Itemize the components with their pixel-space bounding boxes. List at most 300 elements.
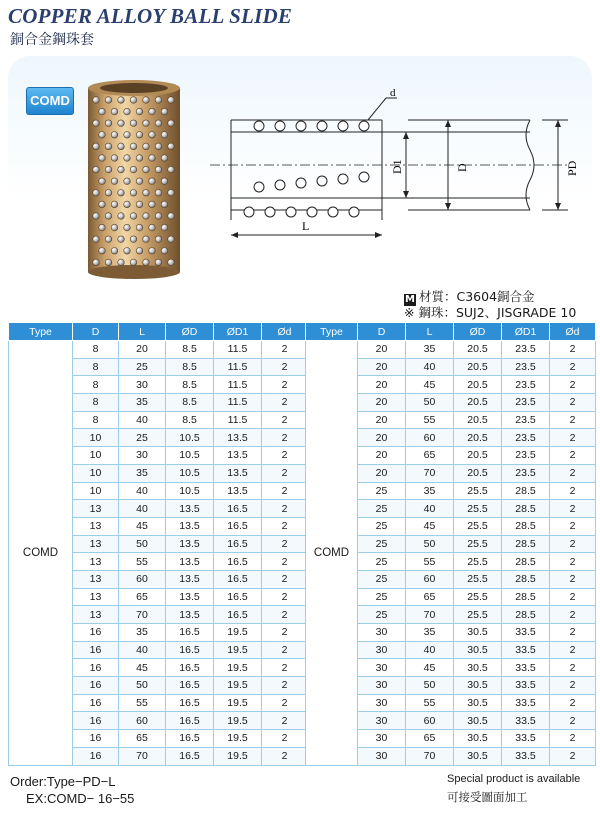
table-cell: 20 (358, 358, 406, 376)
steel-ball (118, 120, 125, 127)
table-cell: 60 (406, 712, 454, 730)
table-cell: 23.5 (502, 394, 550, 412)
steel-ball (105, 190, 112, 197)
table-cell: 33.5 (502, 641, 550, 659)
table-cell: 16 (73, 624, 119, 642)
table-cell: 28.5 (502, 553, 550, 571)
steel-ball (93, 190, 100, 197)
table-cell: 60 (119, 570, 166, 588)
table-cell: 2 (550, 376, 596, 394)
table-cell: 2 (550, 624, 596, 642)
steel-ball (136, 155, 143, 162)
product-image (84, 78, 184, 280)
steel-ball (168, 97, 175, 104)
table-cell: 30 (358, 659, 406, 677)
table-cell: 2 (550, 394, 596, 412)
table-cell: 2 (262, 694, 308, 712)
table-cell: 16 (73, 712, 119, 730)
table-cell: 11.5 (214, 394, 262, 412)
table-cell: 35 (406, 482, 454, 500)
steel-ball (124, 248, 131, 255)
table-cell: 35 (119, 624, 166, 642)
table-cell: 28.5 (502, 500, 550, 518)
table-cell: 60 (406, 429, 454, 447)
table-cell: 25 (358, 588, 406, 606)
ball-row (244, 121, 369, 217)
table-cell: 25.5 (454, 606, 502, 624)
special-note-en: Special product is available (447, 773, 581, 785)
table-cell: 2 (550, 447, 596, 465)
table-cell: 8.5 (166, 376, 214, 394)
table-cell: 2 (262, 747, 308, 765)
table-cell: 30 (358, 730, 406, 748)
column-header: Ød (550, 323, 596, 341)
table-cell: 20 (358, 341, 406, 359)
steel-ball (155, 190, 162, 197)
table-cell: 2 (550, 411, 596, 429)
table-cell: 2 (550, 677, 596, 695)
steel-ball (168, 120, 175, 127)
table-cell: 8 (73, 341, 119, 359)
steel-ball (93, 143, 100, 150)
table-cell: 28.5 (502, 482, 550, 500)
table-cell: 33.5 (502, 659, 550, 677)
table-cell: 11.5 (214, 411, 262, 429)
table-cell: 8.5 (166, 411, 214, 429)
steel-ball (149, 224, 156, 231)
table-cell: 20 (358, 447, 406, 465)
table-cell: 19.5 (214, 694, 262, 712)
table-cell: 23.5 (502, 376, 550, 394)
table-cell: 2 (262, 411, 308, 429)
table-cell: 45 (119, 517, 166, 535)
steel-ball (130, 259, 137, 266)
steel-ball (136, 108, 143, 115)
table-cell: 19.5 (214, 712, 262, 730)
table-cell: 16.5 (214, 500, 262, 518)
steel-ball (155, 236, 162, 243)
steel-ball (168, 143, 175, 150)
table-cell: 30 (358, 641, 406, 659)
table-cell: 13.5 (166, 553, 214, 571)
steel-ball (105, 213, 112, 220)
table-cell: 19.5 (214, 730, 262, 748)
table-cell: 10 (73, 447, 119, 465)
table-cell: 30 (358, 677, 406, 695)
steel-ball (111, 132, 118, 139)
table-cell: 2 (262, 376, 308, 394)
table-cell: 2 (262, 482, 308, 500)
label-pd: PD (565, 160, 579, 176)
steel-ball (130, 236, 137, 243)
label-l: L (302, 219, 310, 233)
table-cell: 23.5 (502, 341, 550, 359)
steel-ball (149, 132, 156, 139)
table-cell: 16.5 (214, 588, 262, 606)
table-header-row (9, 323, 308, 341)
label-big-d: D (455, 163, 469, 172)
table-cell: 13.5 (166, 500, 214, 518)
table-cell: 16 (73, 677, 119, 695)
table-cell: 28.5 (502, 588, 550, 606)
table-cell: 2 (262, 606, 308, 624)
table-cell: 16 (73, 659, 119, 677)
table-cell: 2 (550, 606, 596, 624)
table-cell: 16.5 (166, 659, 214, 677)
table-cell: 13 (73, 553, 119, 571)
table-cell: 19.5 (214, 659, 262, 677)
table-cell: 13.5 (214, 482, 262, 500)
table-cell: 65 (119, 730, 166, 748)
steel-ball (111, 248, 118, 255)
table-header-row (306, 323, 596, 341)
steel-ball (149, 178, 156, 185)
table-cell: 30 (358, 747, 406, 765)
table-cell: 8 (73, 394, 119, 412)
steel-ball (99, 178, 106, 185)
table-cell: 13.5 (166, 606, 214, 624)
steel-ball (124, 155, 131, 162)
steel-ball (155, 259, 162, 266)
steel-ball (99, 248, 106, 255)
table-cell: 30 (358, 624, 406, 642)
table-cell: 20 (358, 429, 406, 447)
table-cell: 10.5 (166, 429, 214, 447)
table-cell: 8 (73, 411, 119, 429)
label-d1: D1 (390, 159, 404, 174)
table-cell: 20.5 (454, 447, 502, 465)
table-cell: 2 (262, 341, 308, 359)
table-cell: 13.5 (166, 588, 214, 606)
steel-ball (118, 213, 125, 220)
steel-ball (105, 236, 112, 243)
steel-ball (149, 108, 156, 115)
table-cell: 8 (73, 376, 119, 394)
table-cell: 40 (406, 358, 454, 376)
steel-ball (161, 201, 168, 208)
steel-ball (111, 201, 118, 208)
table-cell: 33.5 (502, 624, 550, 642)
table-cell: 30.5 (454, 747, 502, 765)
steel-ball (168, 259, 175, 266)
steel-ball (149, 155, 156, 162)
table-cell: 2 (550, 553, 596, 571)
table-cell: 2 (550, 429, 596, 447)
table-cell: 10 (73, 482, 119, 500)
table-cell: 20.5 (454, 358, 502, 376)
steel-ball (168, 166, 175, 173)
table-cell: 40 (119, 482, 166, 500)
steel-ball (143, 97, 150, 104)
steel-ball (124, 201, 131, 208)
table-cell: 13 (73, 535, 119, 553)
table-cell: 33.5 (502, 712, 550, 730)
table-cell: 16.5 (166, 747, 214, 765)
table-cell: 19.5 (214, 747, 262, 765)
table-cell: 16.5 (214, 553, 262, 571)
table-cell: 2 (262, 535, 308, 553)
steel-ball (118, 190, 125, 197)
order-example: EX:COMD− 16−55 (26, 791, 135, 806)
steel-ball (124, 178, 131, 185)
steel-ball (111, 224, 118, 231)
table-cell: 20.5 (454, 464, 502, 482)
steel-ball (161, 155, 168, 162)
steel-ball (130, 190, 137, 197)
table-cell: 19.5 (214, 624, 262, 642)
steel-ball (155, 143, 162, 150)
table-cell: 33.5 (502, 730, 550, 748)
table-cell: 65 (406, 730, 454, 748)
steel-ball (168, 236, 175, 243)
table-cell: 55 (119, 694, 166, 712)
table-cell: 40 (406, 500, 454, 518)
steel-ball (130, 97, 137, 104)
table-cell: 28.5 (502, 517, 550, 535)
table-cell: 2 (550, 482, 596, 500)
table-cell: 16.5 (214, 517, 262, 535)
table-cell: 2 (262, 641, 308, 659)
steel-ball (136, 248, 143, 255)
steel-ball (105, 259, 112, 266)
table-cell: 2 (550, 588, 596, 606)
table-cell: 60 (119, 712, 166, 730)
type-cell: COMD (9, 341, 73, 766)
steel-ball (155, 97, 162, 104)
table-cell: 25 (119, 358, 166, 376)
steel-ball (130, 143, 137, 150)
column-header: ØD (166, 323, 214, 341)
steel-ball (111, 155, 118, 162)
table-cell: 11.5 (214, 341, 262, 359)
table-cell: 70 (119, 747, 166, 765)
steel-ball (149, 248, 156, 255)
steel-ball (118, 259, 125, 266)
steel-ball (155, 213, 162, 220)
table-cell: 10.5 (166, 464, 214, 482)
dimension-drawing (200, 80, 585, 250)
table-cell: 25.5 (454, 482, 502, 500)
table-cell: 8 (73, 358, 119, 376)
label-d: d (390, 87, 396, 99)
table-cell: 13.5 (214, 447, 262, 465)
steel-ball (118, 143, 125, 150)
table-cell: 25 (358, 570, 406, 588)
table-cell: 13 (73, 588, 119, 606)
steel-ball (93, 236, 100, 243)
table-cell: 16.5 (166, 641, 214, 659)
table-cell: 25 (358, 606, 406, 624)
table-cell: 70 (119, 606, 166, 624)
table-cell: 70 (406, 747, 454, 765)
table-cell: 40 (406, 641, 454, 659)
steel-ball (111, 178, 118, 185)
steel-ball (118, 236, 125, 243)
table-cell: 30.5 (454, 730, 502, 748)
column-header: L (119, 323, 166, 341)
steel-ball (130, 166, 137, 173)
table-cell: 2 (550, 464, 596, 482)
table-cell: 2 (550, 730, 596, 748)
column-header: ØD1 (502, 323, 550, 341)
steel-ball (93, 97, 100, 104)
steel-ball (93, 213, 100, 220)
table-cell: 20.5 (454, 376, 502, 394)
steel-ball (105, 166, 112, 173)
table-cell: 20 (358, 411, 406, 429)
table-cell: 65 (406, 447, 454, 465)
steel-ball (143, 213, 150, 220)
table-cell: 30.5 (454, 659, 502, 677)
steel-ball (99, 201, 106, 208)
table-cell: 10 (73, 464, 119, 482)
table-cell: 13 (73, 570, 119, 588)
table-cell: 30.5 (454, 641, 502, 659)
table-row (306, 341, 596, 359)
table-cell: 10.5 (166, 482, 214, 500)
table-cell: 25 (358, 500, 406, 518)
table-cell: 16.5 (166, 694, 214, 712)
table-cell: 16 (73, 641, 119, 659)
table-cell: 20.5 (454, 394, 502, 412)
table-cell: 2 (550, 535, 596, 553)
table-cell: 30.5 (454, 694, 502, 712)
table-cell: 25.5 (454, 588, 502, 606)
column-header: ØD1 (214, 323, 262, 341)
table-cell: 60 (406, 570, 454, 588)
steel-ball (161, 132, 168, 139)
table-cell: 2 (550, 694, 596, 712)
table-cell: 20 (358, 394, 406, 412)
table-cell: 13 (73, 517, 119, 535)
steel-ball (136, 224, 143, 231)
table-cell: 2 (550, 517, 596, 535)
steel-ball (93, 120, 100, 127)
table-cell: 65 (406, 588, 454, 606)
table-cell: 50 (119, 677, 166, 695)
steel-ball (105, 143, 112, 150)
table-cell: 2 (262, 358, 308, 376)
steel-ball (161, 248, 168, 255)
table-cell: 20.5 (454, 341, 502, 359)
page-title: COPPER ALLOY BALL SLIDE (8, 4, 293, 28)
table-cell: 50 (406, 394, 454, 412)
table-cell: 25.5 (454, 553, 502, 571)
table-cell: 2 (262, 464, 308, 482)
order-format: Order:Type−PD−L (10, 774, 116, 789)
table-cell: 35 (406, 624, 454, 642)
table-cell: 50 (406, 677, 454, 695)
steel-ball (130, 120, 137, 127)
table-cell: 2 (262, 570, 308, 588)
table-cell: 2 (550, 712, 596, 730)
steel-ball (99, 155, 106, 162)
table-cell: 50 (119, 535, 166, 553)
table-cell: 30 (358, 712, 406, 730)
table-cell: 25.5 (454, 500, 502, 518)
page-subtitle: 銅合金鋼珠套 (10, 32, 94, 48)
table-cell: 70 (406, 464, 454, 482)
table-cell: 25.5 (454, 570, 502, 588)
column-header: D (358, 323, 406, 341)
steel-ball (143, 120, 150, 127)
table-cell: 16.5 (166, 677, 214, 695)
table-cell: 8.5 (166, 341, 214, 359)
steel-ball (155, 120, 162, 127)
steel-ball (143, 143, 150, 150)
steel-ball (143, 190, 150, 197)
special-note-zh: 可接受圖面加工 (447, 790, 528, 804)
column-header: Ød (262, 323, 308, 341)
table-cell: 2 (550, 500, 596, 518)
steel-ball (130, 213, 137, 220)
table-cell: 13.5 (166, 535, 214, 553)
table-cell: 10.5 (166, 447, 214, 465)
table-cell: 11.5 (214, 376, 262, 394)
table-cell: 30 (358, 694, 406, 712)
table-cell: 16.5 (214, 535, 262, 553)
table-row (9, 341, 308, 359)
column-header: Type (306, 323, 358, 341)
table-cell: 2 (262, 447, 308, 465)
table-cell: 2 (262, 553, 308, 571)
steel-ball (168, 190, 175, 197)
table-cell: 2 (262, 659, 308, 677)
steel-ball (111, 108, 118, 115)
table-cell: 20 (119, 341, 166, 359)
steel-ball (93, 166, 100, 173)
table-cell: 13.5 (166, 517, 214, 535)
steel-ball (143, 166, 150, 173)
steel-ball (124, 224, 131, 231)
table-cell: 20.5 (454, 429, 502, 447)
spec-table-left (8, 322, 308, 766)
ball-spec: ※ 鋼珠：SUJ2、JISGRADE 10 (404, 305, 577, 320)
spec-table-right (305, 322, 596, 766)
table-cell: 2 (262, 500, 308, 518)
steel-ball (155, 166, 162, 173)
table-cell: 25 (119, 429, 166, 447)
steel-ball (99, 108, 106, 115)
table-cell: 25.5 (454, 535, 502, 553)
table-cell: 25.5 (454, 517, 502, 535)
steel-ball (105, 97, 112, 104)
steel-ball (149, 201, 156, 208)
column-header: L (406, 323, 454, 341)
table-cell: 40 (119, 411, 166, 429)
table-cell: 25 (358, 553, 406, 571)
steel-ball (118, 166, 125, 173)
table-cell: 16.5 (166, 712, 214, 730)
table-cell: 16.5 (166, 624, 214, 642)
table-cell: 23.5 (502, 358, 550, 376)
steel-ball (143, 259, 150, 266)
table-cell: 23.5 (502, 411, 550, 429)
table-cell: 2 (262, 394, 308, 412)
table-cell: 55 (119, 553, 166, 571)
table-cell: 55 (406, 694, 454, 712)
material-mark-icon: M (405, 294, 415, 305)
steel-ball (124, 132, 131, 139)
steel-ball (143, 236, 150, 243)
table-cell: 2 (550, 341, 596, 359)
table-cell: 28.5 (502, 570, 550, 588)
type-cell: COMD (306, 341, 358, 766)
column-header: Type (9, 323, 73, 341)
table-cell: 16 (73, 730, 119, 748)
table-cell: 23.5 (502, 429, 550, 447)
table-cell: 55 (406, 411, 454, 429)
